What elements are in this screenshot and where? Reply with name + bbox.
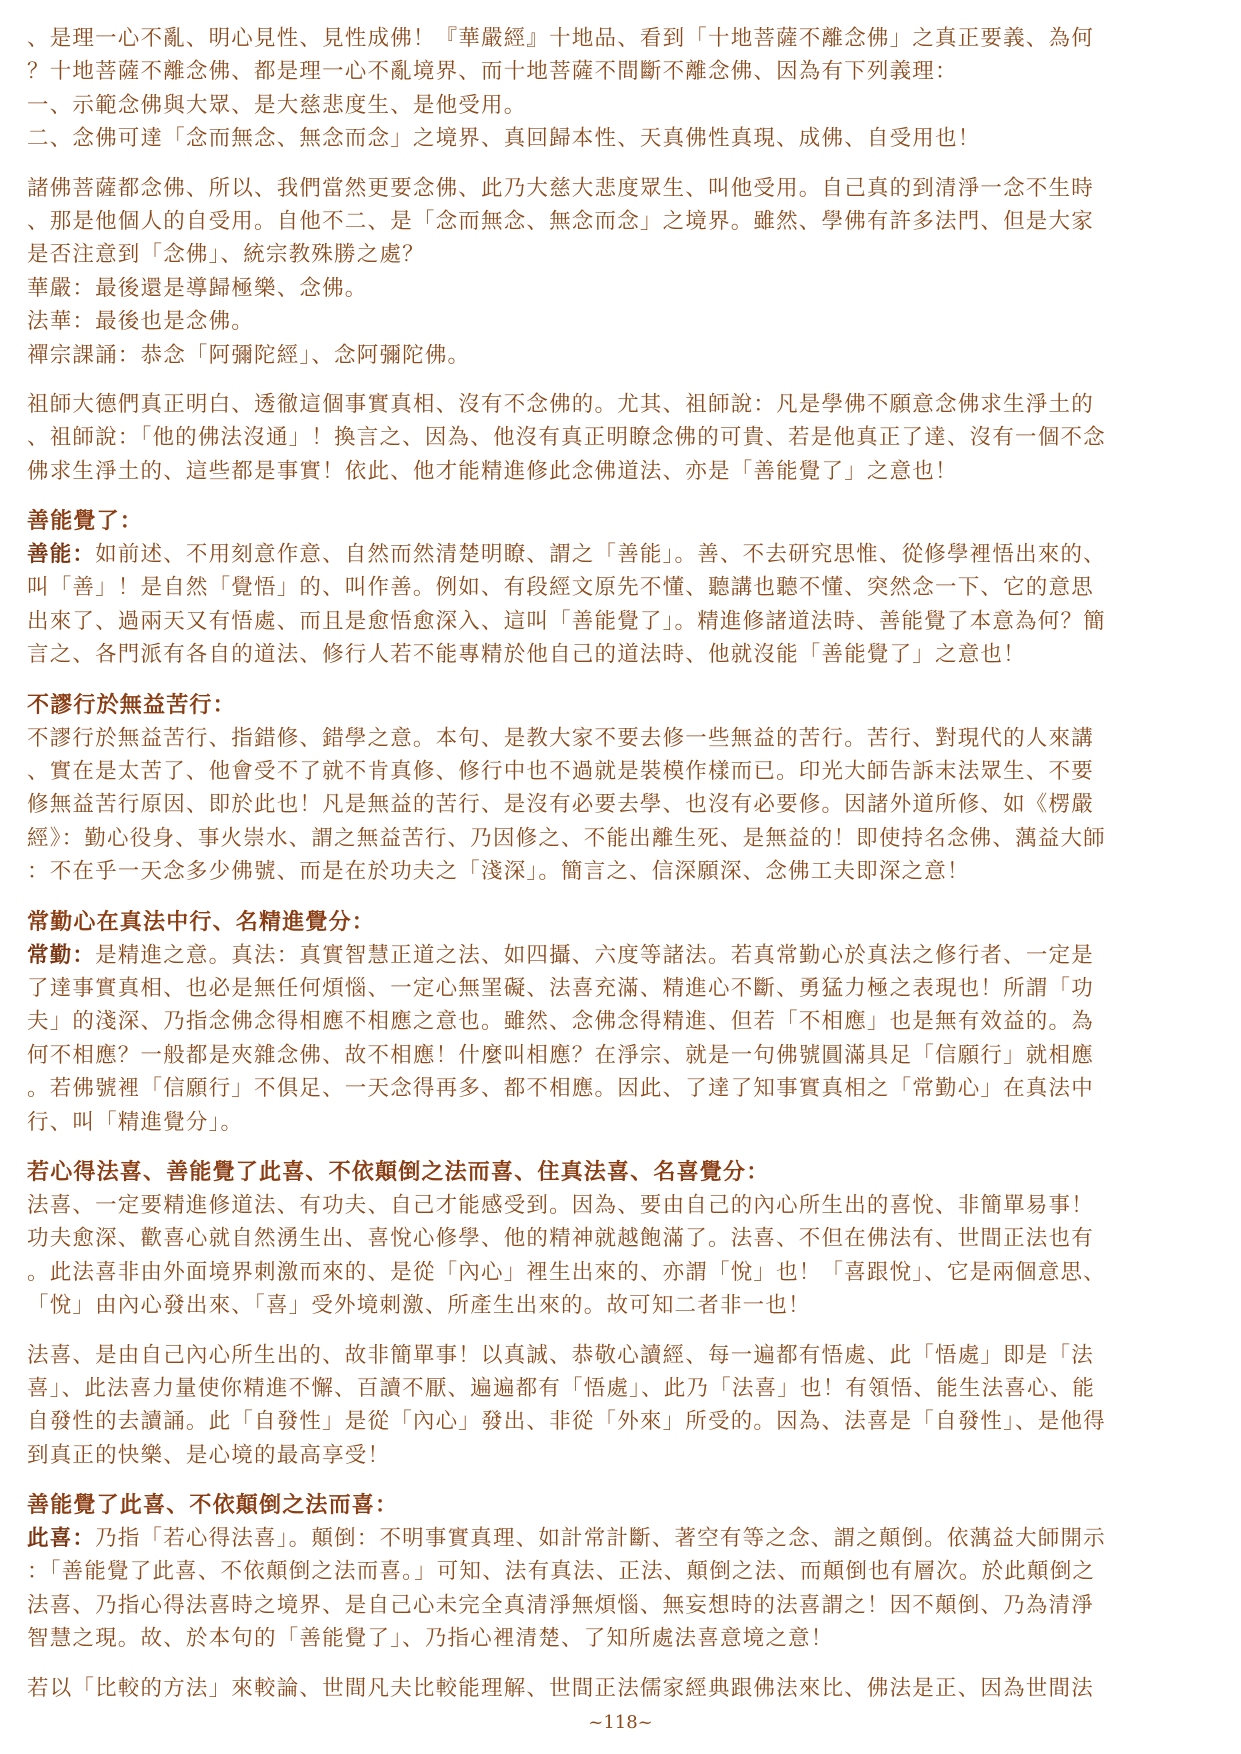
text-line [27, 538, 1222, 571]
text-line: 了達事實真相、也必是無任何煩惱、一定心無罣礙、法喜充滿、精進心不斷、勇猛力極之表現也！所謂「功 [27, 975, 1094, 1001]
paragraph [27, 939, 1222, 1139]
text-line: 法喜、乃指心得法喜時之境界、是自己心未完全真清淨無煩惱、無妄想時的法喜謂之！因不顛倒、乃為清淨 [27, 1592, 1094, 1618]
text-line: 是否注意到「念佛」、統宗教殊勝之處？ [27, 242, 425, 268]
text-line: 法喜、是由自己內心所生出的、故非簡單事！以真誠、恭敬心讀經、每一遍都有悟處、此「悟處」即是「法 [27, 1342, 1094, 1368]
text-line: 、是理一心不亂、明心見性、見性成佛！『華嚴經』十地品、看到「十地菩薩不離念佛」之真正要義、為何 [27, 26, 1094, 51]
text-line: 祖師大德們真正明白、透徹這個事實真相、沒有不念佛的。尤其、祖師說：凡是學佛不願意念佛求生淨土的 [27, 391, 1094, 417]
paragraph [27, 388, 1222, 488]
text-line: 言之、各門派有各自的道法、修行人若不能專精於他自己的道法時、他就沒能「善能覺了」之意也！ [27, 642, 1026, 668]
text-line: 若以「比較的方法」來較論、世間凡夫比較能理解、世間正法儒家經典跟佛法來比、佛法是正、因為世間法 [27, 1675, 1094, 1701]
text-line: 法喜、一定要精進修道法、有功夫、自己才能感受到。因為、要由自己的內心所生出的喜悅、非簡單易事！ [27, 1192, 1094, 1218]
text-line: ：不在乎一天念多少佛號、而是在於功夫之「淺深」。簡言之、信深願深、念佛工夫即深之意！ [27, 859, 970, 885]
paragraph [27, 172, 1222, 372]
paragraph [27, 22, 1222, 156]
term-label: 善能： [27, 542, 96, 568]
text-line: 喜」、此法喜力量使你精進不懈、百讀不厭、遍遍都有「悟處」、此乃「法喜」也！有領悟、能生法喜心、能 [27, 1375, 1096, 1401]
text-line [27, 939, 1222, 972]
section-heading: 善能覺了此喜、不依顛倒之法而喜： [27, 1492, 399, 1519]
term-label: 此喜： [27, 1526, 96, 1552]
text-line: 出來了、過兩天又有悟處、而且是愈悟愈深入、這叫「善能覺了」。精進修諸道法時、善能覺了本意為何？簡 [27, 608, 1106, 634]
text-line: 到真正的快樂、是心境的最高享受！ [27, 1442, 391, 1468]
text-line: 、實在是太苦了、他會受不了就不肯真修、修行中也不過就是裝模作樣而已。印光大師告訴末法眾生、不要 [27, 759, 1094, 785]
text-line: 叫「善」！是自然「覺悟」的、叫作善。例如、有段經文原先不懂、聽講也聽不懂、突然念一下、它的意思 [27, 575, 1094, 601]
text-line: 禪宗課誦：恭念「阿彌陀經」、念阿彌陀佛。 [27, 342, 471, 368]
paragraph [27, 1522, 1222, 1656]
term-label: 常勤： [27, 942, 96, 968]
text-line: 不謬行於無益苦行、指錯修、錯學之意。本句、是教大家不要去修一些無益的苦行。苦行、對現代的人來講 [27, 725, 1094, 751]
paragraph [27, 1339, 1222, 1473]
text-line: 一、示範念佛與大眾、是大慈悲度生、是他受用。 [27, 92, 527, 118]
text-line [27, 1522, 1222, 1555]
text-line: 、那是他個人的自受用。自他不二、是「念而無念、無念而念」之境界。雖然、學佛有許多法門、但是大家 [27, 208, 1094, 234]
text-line: ：「善能覺了此喜、不依顛倒之法而喜。」可知、法有真法、正法、顛倒之法、而顛倒也有層次。於此顛倒之 [27, 1559, 1096, 1585]
text-line: 。若佛號裡「信願行」不俱足、一天念得再多、都不相應。因此、了達了知事實真相之「常勤心」在真法中 [27, 1076, 1094, 1102]
text-line: 智慧之現。故、於本句的「善能覺了」、乃指心裡清楚、了知所處法喜意境之意！ [27, 1626, 834, 1652]
text-line: 何不相應？一般都是夾雜念佛、故不相應！什麼叫相應？在淨宗、就是一句佛號圓滿具足「信願行」就相應 [27, 1042, 1094, 1068]
text-line: 夫」的淺深、乃指念佛念得相應不相應之意也。雖然、念佛念得精進、但若「不相應」也是無有效益的。為 [27, 1009, 1094, 1035]
text-line: 。此法喜非由外面境界刺激而來的、是從「內心」裡生出來的、亦謂「悅」也！「喜跟悅」、它是兩個意思、 [27, 1259, 1106, 1285]
paragraph [27, 538, 1222, 672]
section-heading: 常勤心在真法中行、名精進覺分： [27, 908, 376, 935]
text-line: 二、念佛可達「念而無念、無念而念」之境界、真回歸本性、天真佛性真現、成佛、自受用也！ [27, 126, 981, 152]
text-line: 諸佛菩薩都念佛、所以、我們當然更要念佛、此乃大慈大悲度眾生、叫他受用。自己真的到清淨一念不生時 [27, 175, 1094, 201]
text-line: 行、叫「精進覺分」。 [27, 1109, 244, 1135]
line-text: 乃指「若心得法喜」。顛倒：不明事實真理、如計常計斷、著空有等之念、謂之顛倒。依蕅益大師開示 [95, 1526, 1106, 1552]
line-text: 如前述、不用刻意作意、自然而然清楚明瞭、謂之「善能」。善、不去研究思惟、從修學裡悟出來的、 [95, 542, 1106, 568]
text-line: 自發性的去讀誦。此「自發性」是從「內心」發出、非從「外來」所受的。因為、法喜是「自發性」、是他得 [27, 1409, 1106, 1435]
text-line: 華嚴：最後還是導歸極樂、念佛。 [27, 275, 368, 301]
text-line: 功夫愈深、歡喜心就自然湧生出、喜悅心修學、他的精神就越飽滿了。法喜、不但在佛法有、世間正法也有 [27, 1226, 1094, 1252]
line-text: 是精進之意。真法：真實智慧正道之法、如四攝、六度等諸法。若真常勤心於真法之修行者、一定是 [95, 942, 1094, 968]
paragraph [27, 1189, 1222, 1323]
text-line: 佛求生淨土的、這些都是事實！依此、他才能精進修此念佛道法、亦是「善能覺了」之意也！ [27, 458, 958, 484]
paragraph [27, 1672, 1222, 1705]
text-line: 法華：最後也是念佛。 [27, 309, 255, 335]
text-line: 修無益苦行原因、即於此也！凡是無益的苦行、是沒有必要去學、也沒有必要修。因諸外道所修、如《楞嚴 [27, 792, 1094, 818]
section-heading: 不謬行於無益苦行： [27, 691, 236, 718]
document-page [27, 22, 1222, 1721]
text-line: 「悅」由內心發出來、「喜」受外境刺激、所產生出來的。故可知二者非一也！ [27, 1293, 811, 1319]
text-line: 經》：勤心役身、事火崇水、謂之無益苦行、乃因修之、不能出離生死、是無益的！即使持名念佛、蕅益大師 [27, 825, 1106, 851]
text-line: ？十地菩薩不離念佛、都是理一心不亂境界、而十地菩薩不間斷不離念佛、因為有下列義理： [27, 59, 958, 85]
paragraph [27, 722, 1222, 889]
section-heading: 若心得法喜、善能覺了此喜、不依顛倒之法而喜、住真法喜、名喜覺分： [27, 1158, 770, 1185]
page-number: ~118~ [588, 1712, 653, 1733]
section-heading: 善能覺了： [27, 508, 144, 535]
text-line: 、祖師說：「他的佛法沒通」！換言之、因為、他沒有真正明瞭念佛的可貴、若是他真正了達、沒有一個不念 [27, 425, 1106, 451]
